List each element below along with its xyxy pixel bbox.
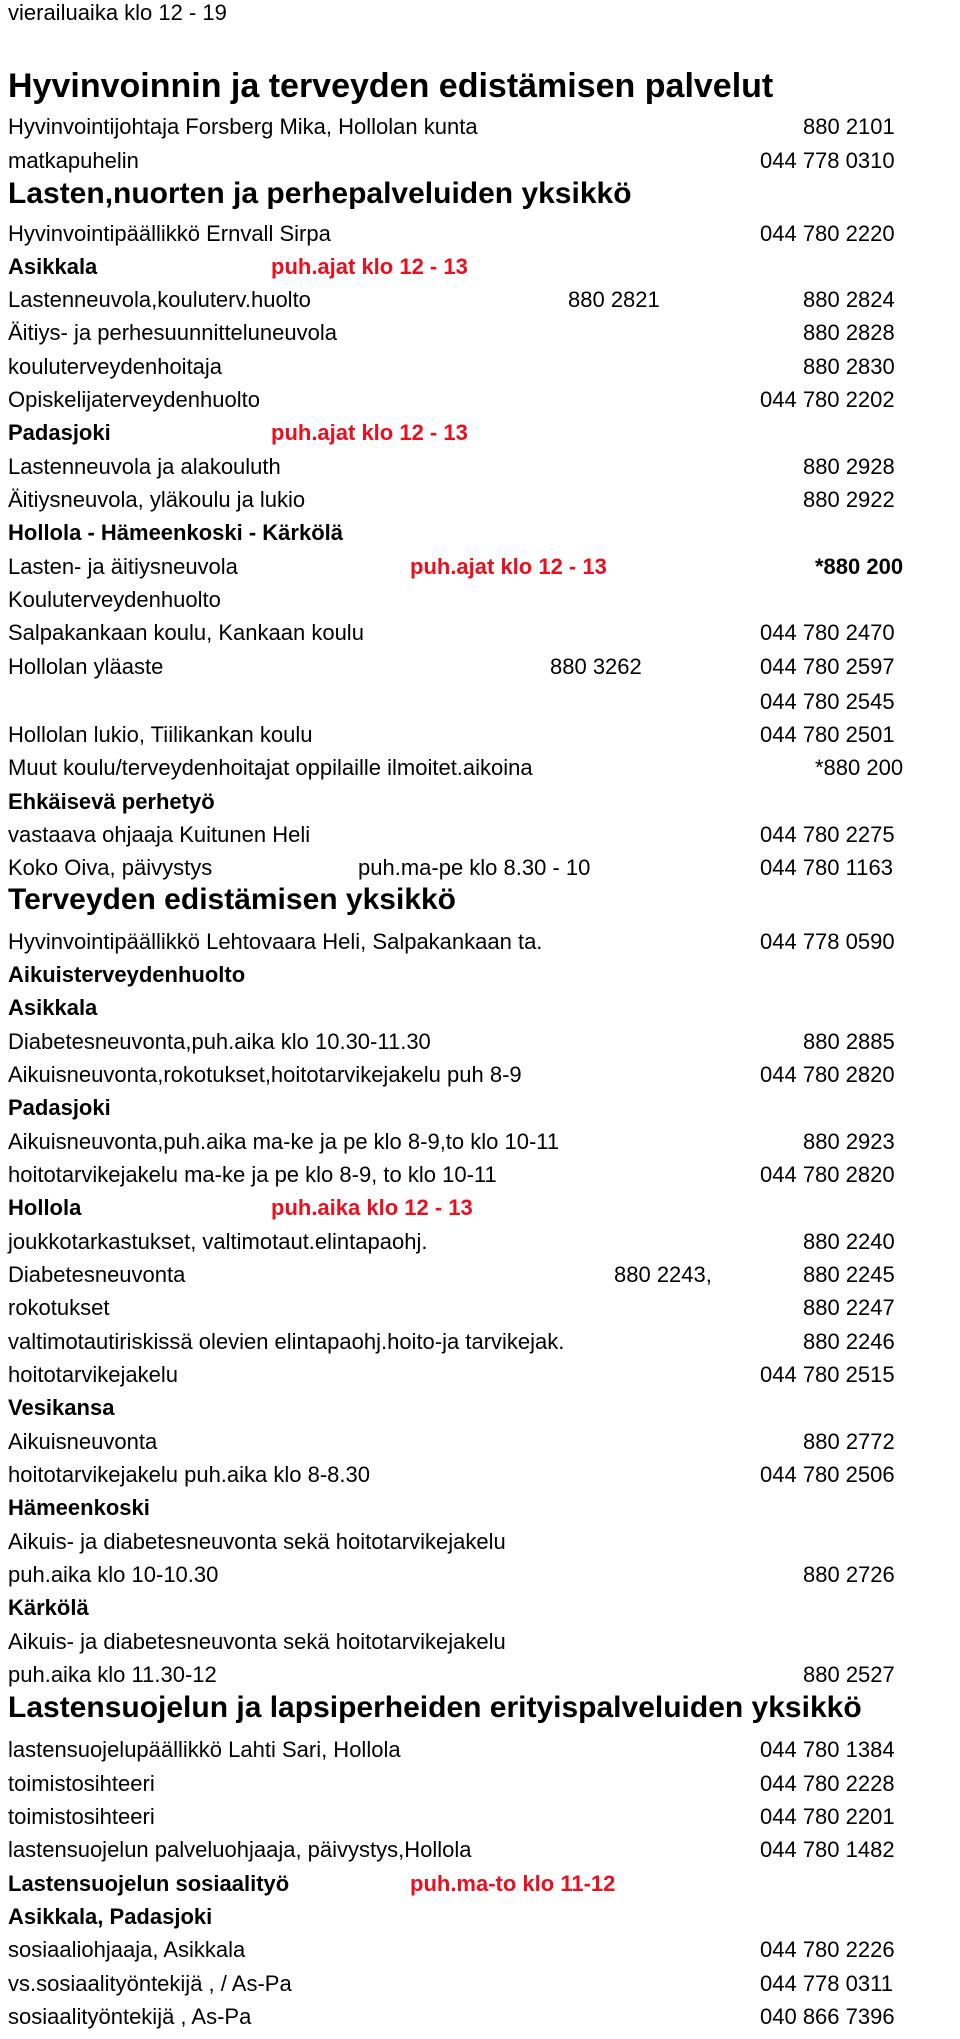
phone-number: 044 778 0310 bbox=[760, 148, 895, 173]
subsection-title: Hollola - Hämeenkoski - Kärkölä bbox=[8, 520, 343, 545]
table-row bbox=[0, 1626, 960, 1659]
row-text: Hollolan lukio, Tiilikankan koulu bbox=[8, 722, 313, 747]
phone-number: 044 780 2501 bbox=[760, 722, 895, 747]
phone-number: 044 780 2202 bbox=[760, 387, 895, 412]
phone-number: 044 780 2470 bbox=[760, 620, 895, 645]
table-row bbox=[0, 145, 960, 178]
section-title: Terveyden edistämisen yksikkö bbox=[8, 883, 457, 916]
table-row bbox=[0, 1292, 960, 1325]
phone-number: 044 778 0590 bbox=[760, 929, 895, 954]
row-text: lastensuojelun palveluohjaaja, päivystys,Hollola bbox=[8, 1837, 472, 1862]
phone-number-secondary: 880 2821 bbox=[568, 287, 660, 312]
table-row bbox=[0, 2001, 960, 2034]
row-text: Hyvinvointipäällikkö Ernvall Sirpa bbox=[8, 221, 331, 246]
table-row bbox=[0, 786, 960, 819]
row-text: kouluterveydenhoitaja bbox=[8, 354, 223, 379]
row-text: Lasten- ja äitiysneuvola bbox=[8, 554, 238, 579]
visiting-hours-line bbox=[0, 0, 960, 30]
table-row bbox=[0, 852, 960, 885]
phone-number: 880 2922 bbox=[803, 487, 895, 512]
table-row bbox=[0, 284, 960, 317]
phone-number: 044 780 2515 bbox=[760, 1362, 895, 1387]
phone-number: 880 2830 bbox=[803, 354, 895, 379]
table-row bbox=[0, 1459, 960, 1492]
row-text: sosiaaliohjaaja, Asikkala bbox=[8, 1937, 246, 1962]
table-row bbox=[0, 1059, 960, 1092]
row-text: hoitotarvikejakelu bbox=[8, 1362, 178, 1387]
table-row bbox=[0, 1026, 960, 1059]
table-row bbox=[0, 451, 960, 484]
phone-number-secondary: 880 2243, bbox=[614, 1262, 712, 1287]
section-title: Lastensuojelun ja lapsiperheiden erityispalveluiden yksikkö bbox=[8, 1691, 862, 1724]
phone-number: 880 2923 bbox=[803, 1129, 895, 1154]
row-text: Kouluterveydenhuolto bbox=[8, 587, 221, 612]
table-row bbox=[0, 959, 960, 992]
table-row bbox=[0, 417, 960, 450]
row-text: Diabetesneuvonta bbox=[8, 1262, 186, 1287]
row-text: vastaava ohjaaja Kuitunen Heli bbox=[8, 822, 311, 847]
row-text: Opiskelijaterveydenhuolto bbox=[8, 387, 260, 412]
table-row bbox=[0, 819, 960, 852]
phone-number: 044 780 2820 bbox=[760, 1162, 895, 1187]
phone-number: 880 2928 bbox=[803, 454, 895, 479]
row-text: Koko Oiva, päivystys bbox=[8, 855, 213, 880]
table-row bbox=[0, 1801, 960, 1834]
phone-number: 044 780 2506 bbox=[760, 1462, 895, 1487]
call-hours: puh.aika klo 12 - 13 bbox=[271, 1195, 473, 1220]
subsection-title: Hollola bbox=[8, 1195, 82, 1220]
table-row bbox=[0, 686, 960, 719]
table-row bbox=[0, 1934, 960, 1967]
subsection-title: Lastensuojelun sosiaalityö bbox=[8, 1871, 290, 1896]
table-row bbox=[0, 218, 960, 251]
row-text: Hyvinvointipäällikkö Lehtovaara Heli, Salpakankaan ta. bbox=[8, 929, 543, 954]
phone-number: 044 780 2820 bbox=[760, 1062, 895, 1087]
row-text: toimistosihteeri bbox=[8, 1804, 155, 1829]
row-text: sosiaalityöntekijä , As-Pa bbox=[8, 2004, 252, 2029]
table-row bbox=[0, 1968, 960, 2001]
row-text: Lastenneuvola,kouluterv.huolto bbox=[8, 287, 311, 312]
row-text: Aikuisneuvonta bbox=[8, 1429, 158, 1454]
phone-number: 880 2527 bbox=[803, 1662, 895, 1687]
row-text: Diabetesneuvonta,puh.aika klo 10.30-11.30 bbox=[8, 1029, 431, 1054]
table-row bbox=[0, 1526, 960, 1559]
table-row bbox=[0, 551, 960, 584]
phone-number: 880 2772 bbox=[803, 1429, 895, 1454]
phone-number: 044 780 2275 bbox=[760, 822, 895, 847]
table-row bbox=[0, 1259, 960, 1292]
table-row bbox=[0, 651, 960, 684]
call-hours: puh.ajat klo 12 - 13 bbox=[271, 420, 468, 445]
call-hours: puh.ma-to klo 11-12 bbox=[410, 1871, 616, 1896]
phone-number: 044 780 2226 bbox=[760, 1937, 895, 1962]
phone-number: 040 866 7396 bbox=[760, 2004, 895, 2029]
row-text: Aikuis- ja diabetesneuvonta sekä hoitotarvikejakelu bbox=[8, 1529, 506, 1554]
table-row bbox=[0, 1768, 960, 1801]
phone-number: 044 780 2597 bbox=[760, 654, 895, 679]
phone-number: 880 2726 bbox=[803, 1562, 895, 1587]
row-text: Äitiys- ja perhesuunnitteluneuvola bbox=[8, 320, 337, 345]
subsection-title: Asikkala bbox=[8, 254, 98, 279]
section-heading-children bbox=[0, 178, 960, 216]
row-text: rokotukset bbox=[8, 1295, 110, 1320]
table-row bbox=[0, 1834, 960, 1867]
phone-number: 880 2101 bbox=[803, 114, 895, 139]
phone-number: 044 780 1384 bbox=[760, 1737, 895, 1762]
row-text: Äitiysneuvola, yläkoulu ja lukio bbox=[8, 487, 306, 512]
row-text: joukkotarkastukset, valtimotaut.elintapaohj. bbox=[8, 1229, 428, 1254]
call-hours: puh.ajat klo 12 - 13 bbox=[271, 254, 468, 279]
row-text: vs.sosiaalityöntekijä , / As-Pa bbox=[8, 1971, 292, 1996]
table-row bbox=[0, 1868, 960, 1901]
subsection-title: Asikkala, Padasjoki bbox=[8, 1904, 213, 1929]
phone-number-secondary: 880 3262 bbox=[550, 654, 642, 679]
row-text: Hyvinvointijohtaja Forsberg Mika, Hollolan kunta bbox=[8, 114, 478, 139]
page-title: Hyvinvoinnin ja terveyden edistämisen palvelut bbox=[8, 67, 774, 105]
table-row bbox=[0, 1492, 960, 1525]
table-row bbox=[0, 1092, 960, 1125]
phone-number: 044 780 2228 bbox=[760, 1771, 895, 1796]
row-text: puh.aika klo 11.30-12 bbox=[8, 1662, 217, 1687]
phone-number: 880 2828 bbox=[803, 320, 895, 345]
phone-number: 044 780 2545 bbox=[760, 689, 895, 714]
table-row bbox=[0, 1359, 960, 1392]
row-text: hoitotarvikejakelu puh.aika klo 8-8.30 bbox=[8, 1462, 371, 1487]
phone-number: 880 2240 bbox=[803, 1229, 895, 1254]
section-heading-child-protection bbox=[0, 1692, 960, 1730]
row-text: Hollolan yläaste bbox=[8, 654, 164, 679]
row-text: Salpakankaan koulu, Kankaan koulu bbox=[8, 620, 364, 645]
phone-number: 044 780 2201 bbox=[760, 1804, 895, 1829]
row-text: Aikuis- ja diabetesneuvonta sekä hoitotarvikejakelu bbox=[8, 1629, 506, 1654]
table-row bbox=[0, 1659, 960, 1692]
phone-number: 880 2245 bbox=[803, 1262, 895, 1287]
table-row bbox=[0, 484, 960, 517]
table-row bbox=[0, 584, 960, 617]
subsection-title: Ehkäisevä perhetyö bbox=[8, 789, 215, 814]
table-row bbox=[0, 752, 960, 785]
phone-number: 044 780 1163 bbox=[760, 855, 893, 880]
table-row bbox=[0, 1592, 960, 1625]
phone-number: *880 200 bbox=[815, 554, 904, 579]
table-row bbox=[0, 251, 960, 284]
table-row bbox=[0, 719, 960, 752]
table-row bbox=[0, 1901, 960, 1934]
row-text: lastensuojelupäällikkö Lahti Sari, Hollola bbox=[8, 1737, 401, 1762]
row-text: hoitotarvikejakelu ma-ke ja pe klo 8-9, to klo 10-11 bbox=[8, 1162, 497, 1187]
row-text: Lastenneuvola ja alakouluth bbox=[8, 454, 281, 479]
phone-number: 880 2824 bbox=[803, 287, 895, 312]
table-row bbox=[0, 384, 960, 417]
table-row bbox=[0, 926, 960, 959]
phone-number: *880 200 bbox=[815, 755, 904, 780]
row-text: Aikuisneuvonta,puh.aika ma-ke ja pe klo 8-9,to klo 10-11 bbox=[8, 1129, 560, 1154]
phone-number: 880 2885 bbox=[803, 1029, 895, 1054]
phone-number: 044 780 2220 bbox=[760, 221, 895, 246]
table-row bbox=[0, 992, 960, 1025]
table-row bbox=[0, 517, 960, 550]
phone-number: 044 780 1482 bbox=[760, 1837, 895, 1862]
row-text: vierailuaika klo 12 - 19 bbox=[8, 0, 227, 25]
phone-number: 044 778 0311 bbox=[760, 1971, 893, 1996]
table-row bbox=[0, 111, 960, 144]
subsection-title: Aikuisterveydenhuolto bbox=[8, 962, 246, 987]
table-row bbox=[0, 1559, 960, 1592]
table-row bbox=[0, 1226, 960, 1259]
row-text: Muut koulu/terveydenhoitajat oppilaille ilmoitet.aikoina bbox=[8, 755, 533, 780]
section-title: Lasten,nuorten ja perhepalveluiden yksikkö bbox=[8, 177, 632, 210]
table-row bbox=[0, 351, 960, 384]
subsection-title: Asikkala bbox=[8, 995, 98, 1020]
section-heading-welfare bbox=[0, 68, 960, 110]
call-hours: puh.ajat klo 12 - 13 bbox=[410, 554, 607, 579]
table-row bbox=[0, 1392, 960, 1425]
call-hours: puh.ma-pe klo 8.30 - 10 bbox=[358, 855, 591, 880]
subsection-title: Padasjoki bbox=[8, 1095, 111, 1120]
table-row bbox=[0, 617, 960, 650]
row-text: valtimotautiriskissä olevien elintapaohj.hoito-ja tarvikejak. bbox=[8, 1329, 565, 1354]
subsection-title: Padasjoki bbox=[8, 420, 111, 445]
table-row bbox=[0, 1126, 960, 1159]
table-row bbox=[0, 1734, 960, 1767]
subsection-title: Kärkölä bbox=[8, 1595, 89, 1620]
table-row bbox=[0, 1326, 960, 1359]
phone-number: 880 2246 bbox=[803, 1329, 895, 1354]
table-row bbox=[0, 1192, 960, 1225]
section-heading-health bbox=[0, 884, 960, 922]
table-row bbox=[0, 1159, 960, 1192]
row-text: toimistosihteeri bbox=[8, 1771, 155, 1796]
row-text: matkapuhelin bbox=[8, 148, 139, 173]
subsection-title: Vesikansa bbox=[8, 1395, 115, 1420]
phone-number: 880 2247 bbox=[803, 1295, 895, 1320]
table-row bbox=[0, 317, 960, 350]
row-text: puh.aika klo 10-10.30 bbox=[8, 1562, 219, 1587]
subsection-title: Hämeenkoski bbox=[8, 1495, 150, 1520]
table-row bbox=[0, 1426, 960, 1459]
row-text: Aikuisneuvonta,rokotukset,hoitotarvikejakelu puh 8-9 bbox=[8, 1062, 522, 1087]
